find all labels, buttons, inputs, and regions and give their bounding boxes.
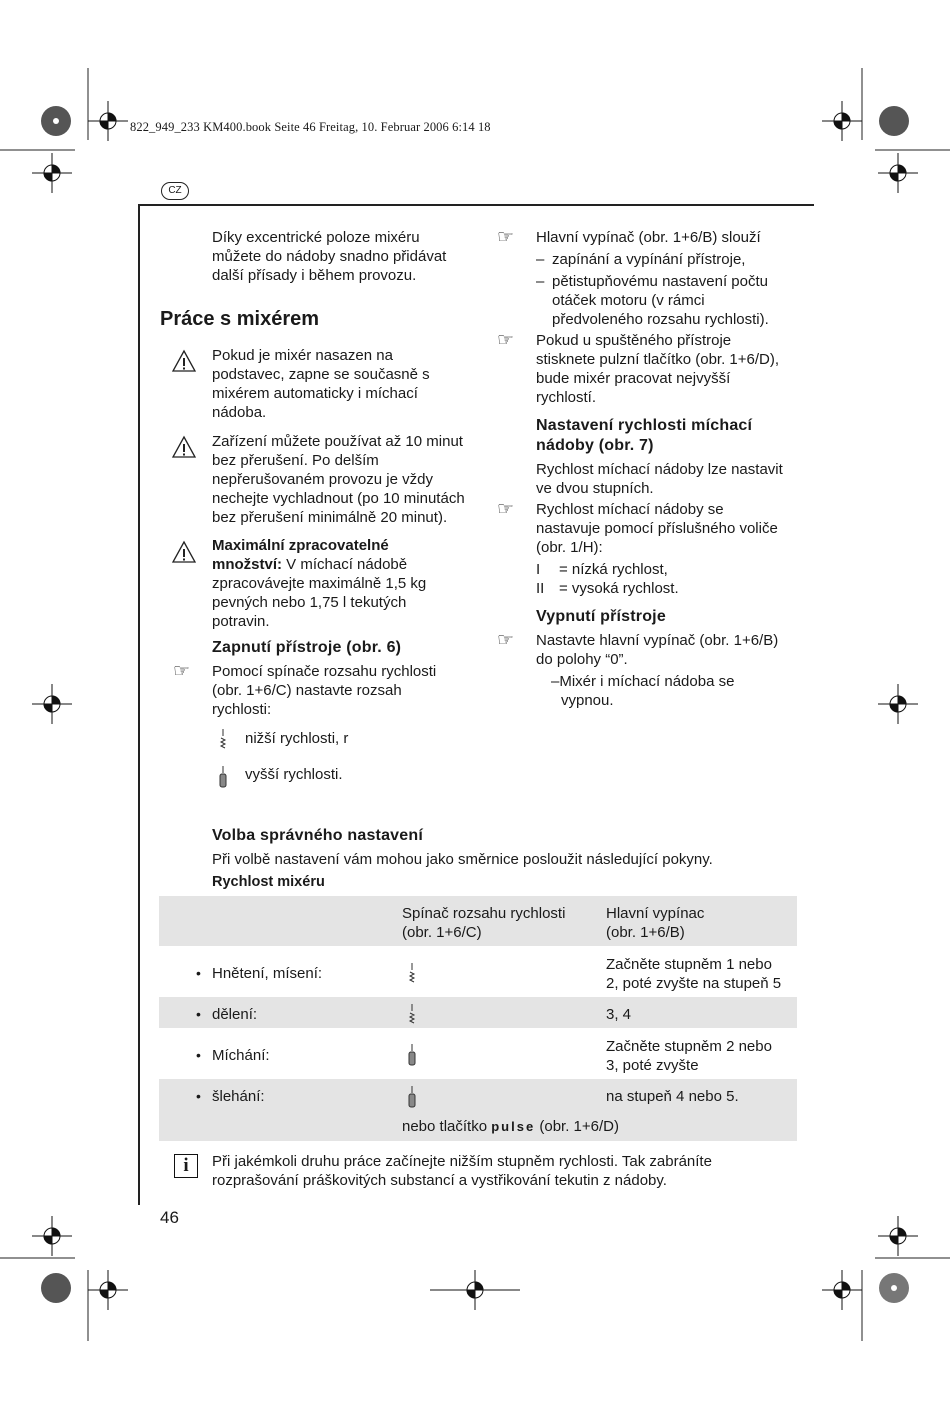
dash-item-text: Mixér i míchací nádoba se [559, 673, 735, 690]
dash-bullet: – [536, 251, 545, 268]
dash-bullet: – [551, 673, 560, 690]
dash-bullet: – [536, 273, 545, 290]
text-line: bude mixér pracovat nejvyšší [536, 370, 731, 387]
speed-I-value: = nízká rychlost, [559, 561, 668, 578]
col-header-line: (obr. 1+6/B) [606, 924, 685, 941]
speed-II-key: II [536, 580, 545, 597]
col-header-line: Hlavní vypínac [606, 905, 705, 922]
text-line: rychlosti: [212, 701, 272, 718]
hand-pointer-icon: ☞ [497, 330, 515, 351]
text-line: Pomocí spínače rozsahu rychlosti [212, 663, 437, 680]
text-line: Rychlost míchací nádoby se [536, 501, 724, 518]
dash-item [536, 272, 806, 329]
warning-1-text [212, 346, 477, 422]
warning-line: Pokud je mixér nasazen na [212, 347, 393, 364]
high-speed-switch-icon [407, 1043, 417, 1067]
col-header-main-switch [606, 904, 704, 942]
warning-line: mixérem automaticky i míchací [212, 385, 418, 402]
title-line: nádoby (obr. 7) [536, 437, 654, 454]
bullet: • [196, 1006, 201, 1022]
intro-line: další přísady i během provozu. [212, 267, 417, 284]
text-line: Nastavte hlavní vypínač (obr. 1+6/B) [536, 632, 779, 649]
hand-pointer-icon: ☞ [497, 630, 515, 651]
dash-item-text: otáček motoru (v rámci [552, 292, 705, 309]
value-line: Začněte stupněm 2 nebo [606, 1038, 772, 1055]
dash-item-text: pětistupňovému nastavení počtu [552, 273, 768, 290]
value-line: 2, poté zvyšte na stupeň 5 [606, 975, 782, 992]
warning-line: podstavec, zapne se současně s [212, 366, 430, 383]
pulse-button-label: pulse [491, 1119, 536, 1134]
off-dash-item [551, 672, 811, 710]
table-row-label: šlehání: [212, 1088, 265, 1105]
pulse-button-note [402, 1117, 619, 1136]
top-rule [138, 204, 814, 206]
col-header-speed-range [402, 904, 565, 942]
max-quantity-label: Maximální zpracovatelné [212, 537, 389, 554]
warning-line: pevných nebo 1,75 l tekutých [212, 594, 407, 611]
main-switch-text: Hlavní vypínač (obr. 1+6/B) slouží [536, 229, 761, 246]
warning-line: Zařízení můžete používat až 10 minut [212, 433, 463, 450]
info-note [212, 1152, 792, 1190]
warning-line: bez přerušení minimálně 20 minut). [212, 509, 448, 526]
warning-line: zpracovávejte maximálně 1,5 kg [212, 575, 427, 592]
warning-3-text [212, 536, 477, 631]
low-speed-label: nižší rychlosti, r [245, 730, 349, 747]
low-speed-switch-icon [407, 1003, 417, 1025]
switch-on-text [212, 662, 477, 719]
warning-line: nepřerušovaném provozu je vždy [212, 471, 433, 488]
col-header-line: (obr. 1+6/C) [402, 924, 482, 941]
section-title: Práce s mixérem [160, 308, 320, 330]
value-line: Začněte stupněm 1 nebo [606, 956, 772, 973]
text-line: stisknete pulzní tlačítko (obr. 1+6/D), [536, 351, 780, 368]
switch-on-title: Zapnutí přístroje (obr. 6) [212, 639, 402, 656]
left-rule [138, 205, 140, 1205]
table-title: Rychlost mixéru [212, 874, 325, 890]
pulse-text [536, 331, 811, 407]
speed-I-key: I [536, 561, 541, 578]
intro-paragraph [212, 228, 477, 285]
text-line: (obr. 1/H): [536, 539, 603, 556]
text-line: rychlostí. [536, 389, 597, 406]
speed-II-value: = vysoká rychlost. [559, 580, 679, 597]
max-quantity-label-cont: množství: [212, 556, 283, 573]
table-row-value: na stupeň 4 nebo 5. [606, 1088, 739, 1105]
dash-item-text: zapínání a vypínání přístroje, [552, 251, 746, 268]
page-number: 46 [160, 1208, 179, 1227]
dash-item-text: předvoleného rozsahu rychlosti). [552, 311, 769, 328]
text-line: Pokud u spuštěného přístroje [536, 332, 732, 349]
bowl-speed-title [536, 416, 752, 456]
language-badge: CZ [161, 182, 189, 200]
value-line: 3, poté zvyšte [606, 1057, 699, 1074]
low-speed-switch-icon [407, 962, 417, 984]
intro-line: můžete do nádoby snadno přidávat [212, 248, 447, 265]
warning-icon [172, 436, 196, 458]
table-row-value [606, 1037, 772, 1075]
high-speed-switch-icon [218, 765, 228, 789]
table-row-value [606, 955, 781, 993]
high-speed-switch-icon [407, 1085, 417, 1109]
table-row-label: dělení: [212, 1006, 258, 1023]
hand-pointer-icon: ☞ [173, 661, 191, 682]
dash-item-text: vypnou. [561, 692, 614, 709]
text-line: nastavuje pomocí příslušného voliče [536, 520, 778, 537]
bullet: • [196, 965, 201, 981]
bullet: • [196, 1088, 201, 1104]
low-speed-switch-icon [218, 728, 228, 750]
warning-line-rest: V míchací nádobě [282, 556, 408, 573]
intro-line: Díky excentrické poloze mixéru [212, 229, 420, 246]
text-line: do polohy “0”. [536, 651, 628, 668]
file-info-header: 822_949_233 KM400.book Seite 46 Freitag, 10. Februar 2006 6:14 18 [130, 120, 491, 134]
table-row-label: Hnětení, mísení: [212, 965, 323, 982]
dash-item [536, 250, 806, 269]
table-row-value: 3, 4 [606, 1006, 632, 1023]
warning-line: bez přerušení. Po delším [212, 452, 379, 469]
settings-subtitle: Při volbě nastavení vám mohou jako směrnice posloužit následující pokyny. [212, 851, 713, 868]
hand-pointer-icon: ☞ [497, 227, 515, 248]
col-header-line: Spínač rozsahu rychlosti [402, 905, 566, 922]
table-row-label: Míchání: [212, 1047, 270, 1064]
off-text [536, 631, 811, 669]
warning-line: potravin. [212, 613, 270, 630]
warning-line [212, 555, 477, 574]
text-line: ve dvou stupních. [536, 480, 654, 497]
warning-icon [172, 541, 196, 563]
info-line: rozprašování práškovitých substancí a vystřikování tekutin z nádoby. [212, 1172, 667, 1189]
settings-title: Volba správného nastavení [212, 827, 423, 844]
warning-line: nádoba. [212, 404, 267, 421]
info-line: Při jakémkoli druhu práce začínejte nižším stupněm rychlosti. Tak zabráníte [212, 1153, 712, 1170]
bullet: • [196, 1047, 201, 1063]
hand-pointer-icon: ☞ [497, 499, 515, 520]
off-title: Vypnutí přístroje [536, 608, 666, 625]
bowl-speed-text-2 [536, 500, 811, 557]
pulse-suffix: (obr. 1+6/D) [539, 1118, 619, 1135]
pulse-prefix: nebo tlačítko [402, 1118, 488, 1135]
text-line: (obr. 1+6/C) nastavte rozsah [212, 682, 402, 699]
title-line: Nastavení rychlosti míchací [536, 417, 753, 434]
warning-line: nechejte vychladnout (po 10 minutách [212, 490, 465, 507]
warning-icon [172, 350, 196, 372]
high-speed-label: vyšší rychlosti. [245, 766, 343, 783]
warning-2-text [212, 432, 487, 527]
info-icon: i [174, 1154, 198, 1178]
bowl-speed-text [536, 460, 811, 498]
text-line: Rychlost míchací nádoby lze nastavit [536, 461, 783, 478]
